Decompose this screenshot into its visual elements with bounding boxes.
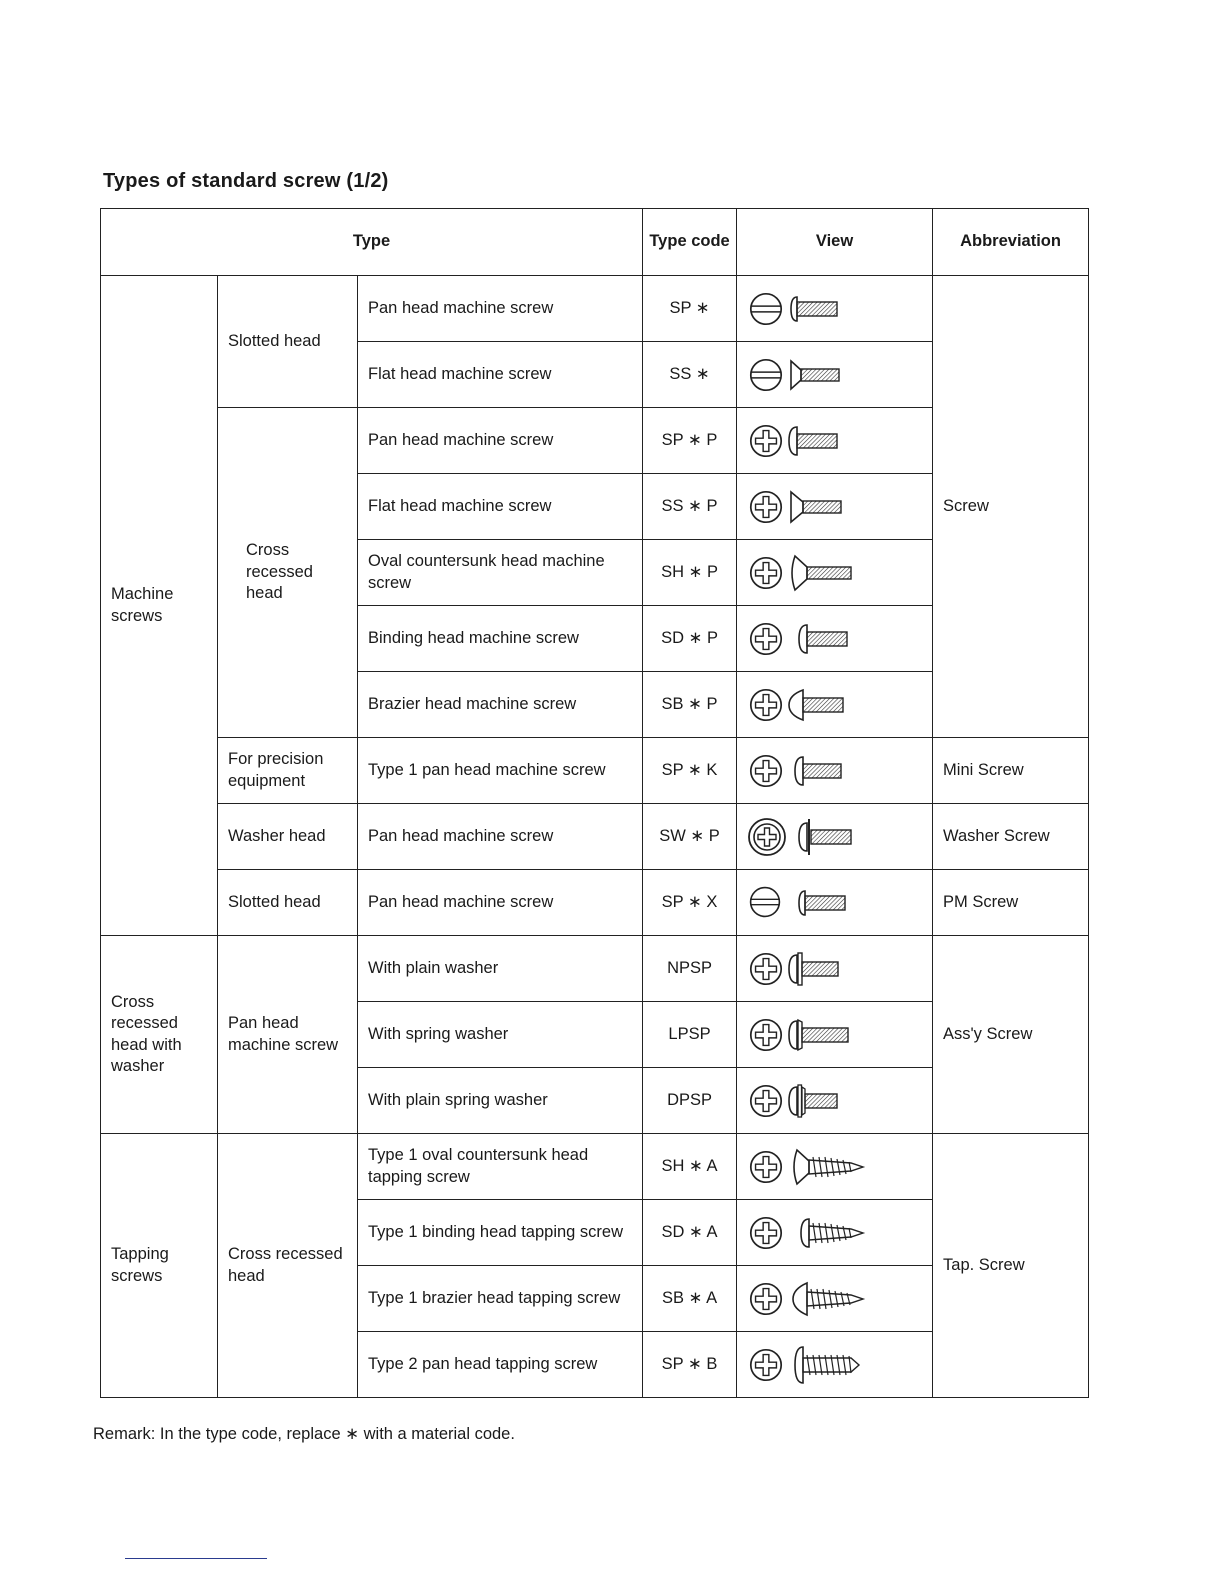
type-code: SS ∗ P [643, 474, 737, 540]
type-code: SB ∗ A [643, 1266, 737, 1332]
type-name: Binding head machine screw [358, 606, 643, 672]
brazier-tapping-screw-icon [747, 1277, 867, 1321]
type-code: SW ∗ P [643, 804, 737, 870]
subgroup-for-precision-equipment: For precision equipment [218, 738, 358, 804]
view-cell [737, 1002, 933, 1068]
binding-tapping-screw-icon [747, 1211, 867, 1255]
slotted-pan-screw-icon [747, 287, 867, 331]
abbr-pm-screw: PM Screw [933, 870, 1089, 936]
view-cell [737, 342, 933, 408]
screw-types-table [100, 208, 1089, 1398]
subgroup-cross-recessed-head: Cross recessed head [218, 1134, 358, 1398]
type-code: SD ∗ P [643, 606, 737, 672]
view-cell [737, 672, 933, 738]
type-code-header: Type code [643, 209, 737, 276]
footer-rule [125, 1558, 267, 1559]
view-cell [737, 936, 933, 1002]
abbr-screw: Screw [933, 276, 1089, 738]
abbr-tap-screw: Tap. Screw [933, 1134, 1089, 1398]
table-row [101, 1134, 1089, 1200]
view-cell [737, 276, 933, 342]
type-name: With plain washer [358, 936, 643, 1002]
type-code: SB ∗ P [643, 672, 737, 738]
view-cell [737, 738, 933, 804]
subgroup-pan-head-machine-screw: Pan head machine screw [218, 936, 358, 1134]
view-cell [737, 1200, 933, 1266]
type-code: SP ∗ X [643, 870, 737, 936]
view-cell [737, 870, 933, 936]
table-header-row [101, 209, 1089, 276]
view-cell [737, 606, 933, 672]
group-cross-recessed-head-with-washer: Cross recessed head with washer [101, 936, 218, 1134]
table-row [101, 738, 1089, 804]
type-name: Flat head machine screw [358, 342, 643, 408]
cross-brazier-screw-icon [747, 683, 867, 727]
view-cell [737, 1332, 933, 1398]
table-row [101, 870, 1089, 936]
type-name: Brazier head machine screw [358, 672, 643, 738]
plain-washer-screw-icon [747, 947, 867, 991]
view-header: View [737, 209, 933, 276]
type-name: Pan head machine screw [358, 408, 643, 474]
remark-note: Remark: In the type code, replace ∗ with a material code. [93, 1425, 515, 1443]
type-code: SP ∗ K [643, 738, 737, 804]
table-row [101, 804, 1089, 870]
type-name: With spring washer [358, 1002, 643, 1068]
pan-tapping-screw-icon [747, 1343, 867, 1387]
oval-countersunk-tapping-screw-icon [747, 1145, 867, 1189]
type-code: NPSP [643, 936, 737, 1002]
plain-spring-washer-screw-icon [747, 1079, 867, 1123]
type-code: DPSP [643, 1068, 737, 1134]
abbr-assy-screw: Ass'y Screw [933, 936, 1089, 1134]
abbreviation-header: Abbreviation [933, 209, 1089, 276]
slotted-flat-screw-icon [747, 353, 867, 397]
type-name: Type 1 pan head machine screw [358, 738, 643, 804]
slotted-pan-pm-screw-icon [747, 881, 867, 925]
subgroup-cross-recessed-head: Cross recessed head [218, 408, 358, 738]
type-code: SP ∗ [643, 276, 737, 342]
cross-oval-countersunk-screw-icon [747, 551, 867, 595]
type-code: LPSP [643, 1002, 737, 1068]
type-code: SH ∗ A [643, 1134, 737, 1200]
abbr-washer-screw: Washer Screw [933, 804, 1089, 870]
cross-binding-screw-icon [747, 617, 867, 661]
type-name: Type 1 binding head tapping screw [358, 1200, 643, 1266]
type-name: Pan head machine screw [358, 870, 643, 936]
view-cell [737, 408, 933, 474]
subgroup-slotted-head: Slotted head [218, 276, 358, 408]
type-header: Type [101, 209, 643, 276]
type-name: With plain spring washer [358, 1068, 643, 1134]
type-name: Pan head machine screw [358, 276, 643, 342]
cross-pan-screw-icon [747, 419, 867, 463]
group-machine-screws: Machine screws [101, 276, 218, 936]
cross-precision-pan-screw-icon [747, 749, 867, 793]
type-code: SP ∗ P [643, 408, 737, 474]
type-code: SD ∗ A [643, 1200, 737, 1266]
cross-washer-head-screw-icon [747, 815, 867, 859]
type-code: SP ∗ B [643, 1332, 737, 1398]
table-row [101, 276, 1089, 342]
subgroup-washer-head: Washer head [218, 804, 358, 870]
view-cell [737, 1134, 933, 1200]
view-cell [737, 1068, 933, 1134]
group-tapping-screws: Tapping screws [101, 1134, 218, 1398]
page-title: Types of standard screw (1/2) [103, 170, 389, 192]
type-code: SS ∗ [643, 342, 737, 408]
abbr-mini-screw: Mini Screw [933, 738, 1089, 804]
type-name: Flat head machine screw [358, 474, 643, 540]
view-cell [737, 804, 933, 870]
type-name: Type 1 oval countersunk head tapping screw [358, 1134, 643, 1200]
view-cell [737, 1266, 933, 1332]
type-code: SH ∗ P [643, 540, 737, 606]
type-name: Type 2 pan head tapping screw [358, 1332, 643, 1398]
spring-washer-screw-icon [747, 1013, 867, 1057]
subgroup-slotted-head: Slotted head [218, 870, 358, 936]
table-row [101, 936, 1089, 1002]
cross-flat-screw-icon [747, 485, 867, 529]
view-cell [737, 540, 933, 606]
type-name: Pan head machine screw [358, 804, 643, 870]
view-cell [737, 474, 933, 540]
type-name: Type 1 brazier head tapping screw [358, 1266, 643, 1332]
type-name: Oval countersunk head machine screw [358, 540, 643, 606]
